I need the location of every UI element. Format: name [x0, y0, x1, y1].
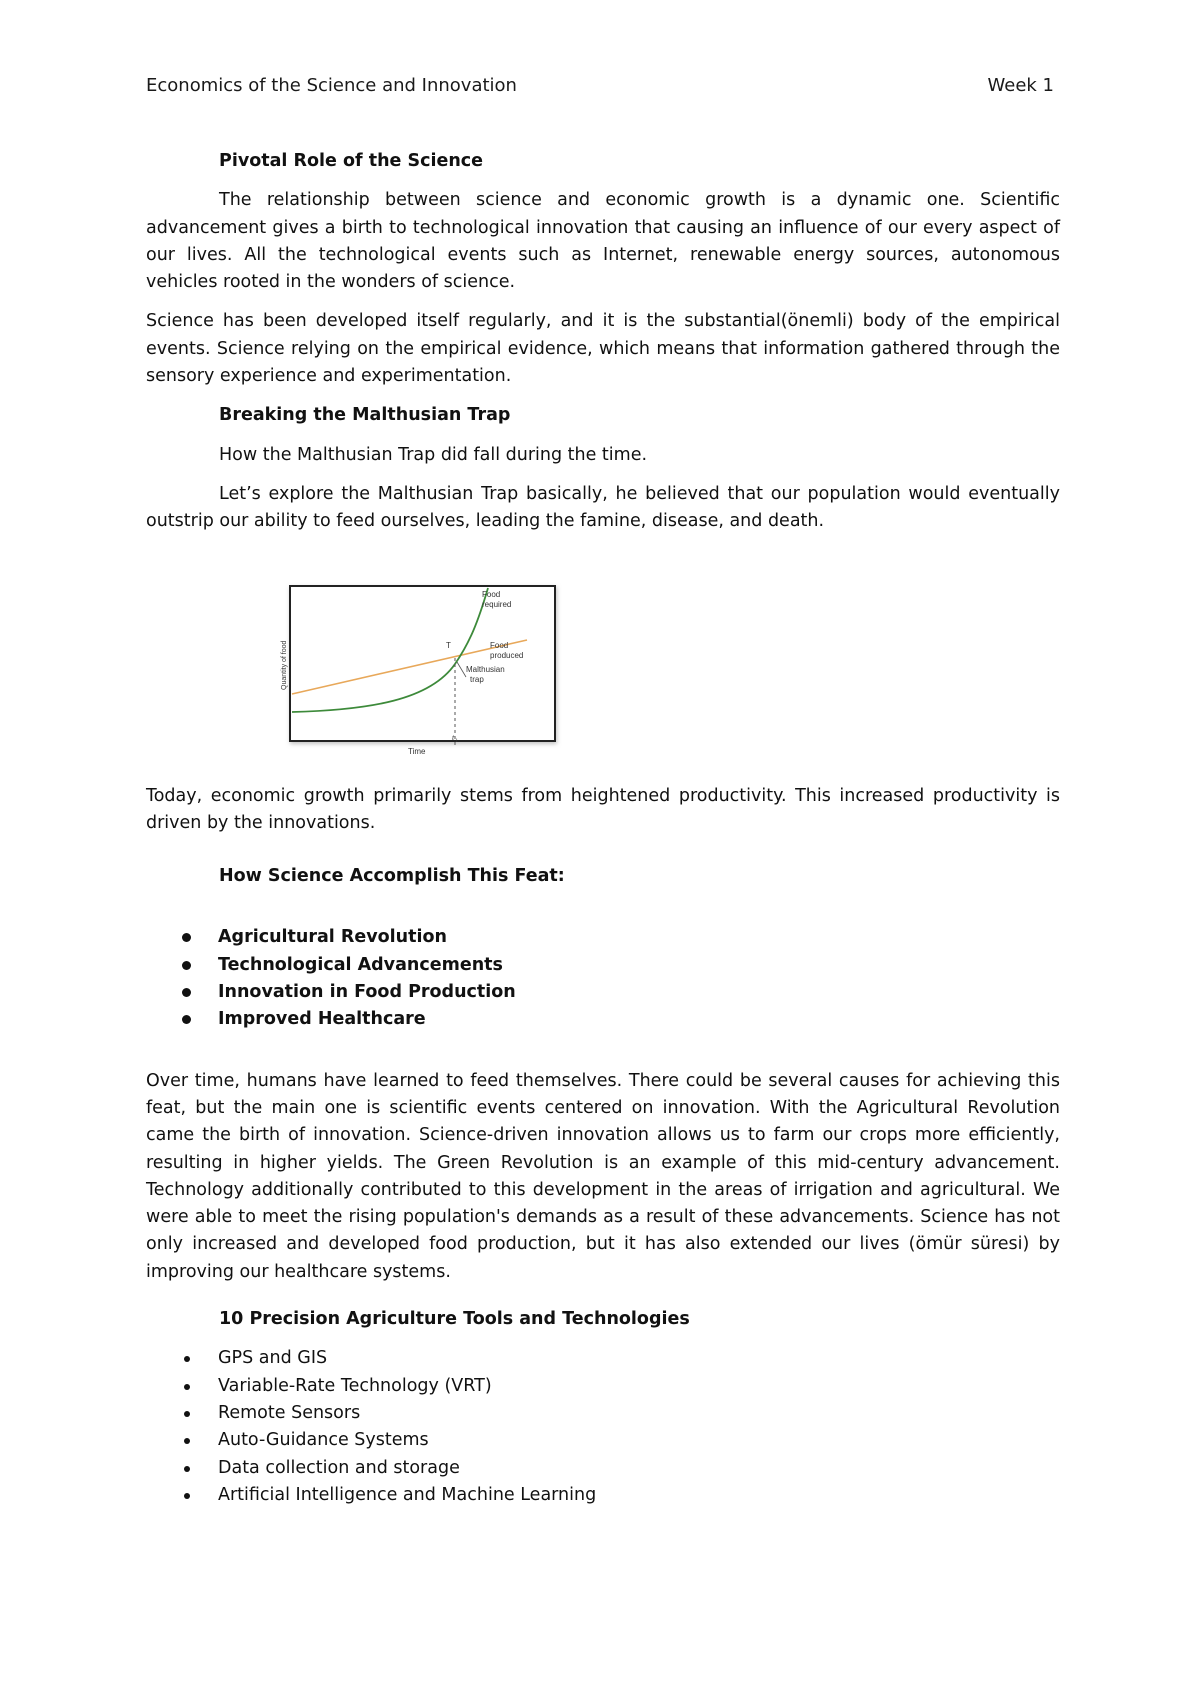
list-item: [218, 1400, 1060, 1427]
list-item: [218, 1373, 1060, 1400]
how-science-list: [146, 924, 1060, 1033]
paragraph-pivotal-2: Science has been developed itself regularly, and it is the substantial(önemli) body of the empirical events. Science relying on the empirical evidence, which means that information gathered through the sensory experience and experimentation.: [146, 311, 1060, 387]
paragraph-malthus-1: How the Malthusian Trap did fall during the time.: [219, 444, 648, 465]
bullet-icon: [182, 933, 191, 942]
paragraph-over-time: Over time, humans have learned to feed themselves. There could be several causes for achieving this feat, but the main one is scientific events centered on innovation. With the Agricultural Revolution came the birth of innovation. Science-driven innovation allows us to farm our crops more efficiently, resulting in higher yields. The Green Revolution is an example of this mid-century advancement. Technology additionally contributed to this development in the areas of irrigation and agricultural. We were able to meet the rising population's demands as a result of these advancements. Science has not only increased and developed food production, but it has also extended our lives (ömür süresi) by improving our healthcare systems.: [146, 1070, 1060, 1282]
list-item: [218, 952, 1060, 979]
y-axis-label: Quantity of food: [281, 640, 288, 690]
precision-tools-list: [146, 1345, 1060, 1509]
bullet-icon: [184, 1466, 190, 1472]
label-T: T: [446, 640, 451, 650]
list-item: [218, 1345, 1060, 1372]
list-item-text: Data collection and storage: [218, 1457, 460, 1478]
malthusian-trap-figure: [280, 582, 580, 767]
list-item: [218, 924, 1060, 951]
list-item-text: Improved Healthcare: [218, 1009, 426, 1030]
paragraph-malthus-2: Let’s explore the Malthusian Trap basically, he believed that our population would eventually outstrip our ability to feed ourselves, leading the famine, disease, and death.: [146, 483, 1060, 532]
x-axis-label: Time: [408, 746, 426, 756]
list-item-text: GPS and GIS: [218, 1348, 328, 1369]
list-item: [218, 1482, 1060, 1509]
label-food-produced-1: Food: [490, 640, 509, 650]
heading-precision-agriculture: 10 Precision Agriculture Tools and Technologies: [219, 1309, 690, 1330]
header-week: Week 1: [987, 75, 1054, 96]
list-item-text: Technological Advancements: [218, 954, 503, 975]
document-body: [146, 148, 1060, 1509]
header-title: Economics of the Science and Innovation: [146, 75, 517, 96]
list-item-text: Auto-Guidance Systems: [218, 1430, 429, 1451]
label-t1: t: [452, 732, 455, 742]
bullet-icon: [184, 1438, 190, 1444]
label-malthusian-trap-2: trap: [470, 674, 484, 684]
list-item: [218, 979, 1060, 1006]
label-food-produced-2: produced: [490, 650, 524, 660]
malthusian-trap-diagram: [280, 582, 580, 767]
list-item-text: Innovation in Food Production: [218, 982, 516, 1003]
list-item-text: Agricultural Revolution: [218, 927, 447, 948]
bullet-icon: [182, 961, 191, 970]
paragraph-pivotal-1: The relationship between science and economic growth is a dynamic one. Scientific advancement gives a birth to technological innovation that causing an influence of our every aspect of our lives. All the technological events such as Internet, renewable energy sources, autonomous vehicles rooted in the wonders of science.: [146, 190, 1060, 293]
label-food-required-1: Food: [482, 589, 501, 599]
bullet-icon: [182, 988, 191, 997]
label-food-required-2: required: [482, 599, 512, 609]
list-item: [218, 1455, 1060, 1482]
bullet-icon: [184, 1356, 190, 1362]
list-item: [218, 1427, 1060, 1454]
bullet-icon: [184, 1493, 190, 1499]
list-item-text: Remote Sensors: [218, 1402, 361, 1423]
list-item-text: Artificial Intelligence and Machine Learning: [218, 1484, 597, 1505]
list-item-text: Variable-Rate Technology (VRT): [218, 1375, 492, 1396]
heading-pivotal-role: Pivotal Role of the Science: [219, 151, 484, 171]
heading-how-science: How Science Accomplish This Feat:: [219, 866, 565, 887]
bullet-icon: [184, 1384, 190, 1390]
label-malthusian-trap-1: Malthusian: [466, 664, 505, 674]
paragraph-today: Today, economic growth primarily stems from heightened productivity. This increased productivity is driven by the innovations.: [146, 785, 1060, 833]
label-t1-subscript: 1: [455, 738, 458, 744]
heading-malthusian-trap: Breaking the Malthusian Trap: [219, 405, 511, 426]
list-item: [218, 1006, 1060, 1033]
bullet-icon: [182, 1015, 191, 1024]
bullet-icon: [184, 1411, 190, 1417]
